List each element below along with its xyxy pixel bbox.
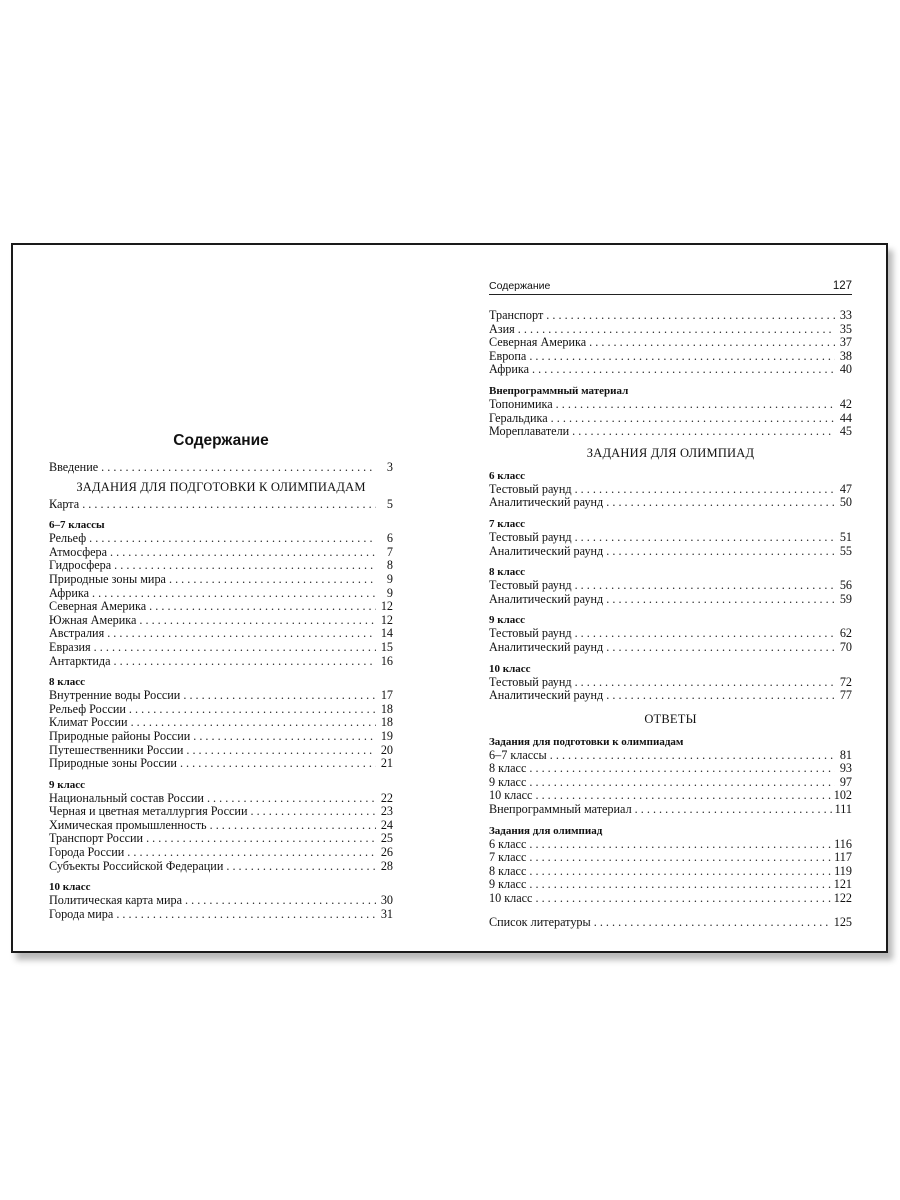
dot-leader <box>529 878 830 892</box>
toc-entry <box>489 749 852 763</box>
dot-leader <box>606 689 835 703</box>
toc-entry <box>489 425 852 439</box>
entry-label: 7 класс <box>489 850 527 865</box>
toc-entry <box>489 916 852 930</box>
dot-leader <box>94 641 376 655</box>
toc-entry <box>49 498 393 512</box>
toc-entry <box>489 350 852 364</box>
entry-page: 72 <box>839 674 852 689</box>
toc-entry <box>49 689 393 703</box>
entry-page: 45 <box>839 424 852 439</box>
entry-page: 35 <box>839 321 852 336</box>
left-page <box>49 431 393 921</box>
dot-leader <box>92 587 376 601</box>
entry-page: 44 <box>839 410 852 425</box>
dot-leader <box>535 892 830 906</box>
entry-page: 18 <box>380 701 393 716</box>
dot-leader <box>89 532 376 546</box>
group-heading: 8 класс <box>49 676 86 689</box>
toc-entry <box>489 412 852 426</box>
toc-group <box>489 384 852 439</box>
entry-page: 21 <box>380 756 393 771</box>
dot-leader <box>82 498 376 512</box>
entry-label: Северная Америка <box>489 335 587 350</box>
toc-entry <box>489 336 852 350</box>
entry-page: 8 <box>386 558 393 573</box>
toc-entry <box>49 716 393 730</box>
toc-entry <box>489 641 852 655</box>
entry-label: Евразия <box>49 639 91 654</box>
dot-leader <box>551 412 835 426</box>
dot-leader <box>575 483 835 497</box>
entry-label: Тестовый раунд <box>489 626 572 641</box>
entry-page: 19 <box>380 728 393 743</box>
dot-leader <box>529 762 835 776</box>
dot-leader <box>606 593 835 607</box>
entry-label: Антарктида <box>49 653 111 668</box>
toc-entry <box>49 792 393 806</box>
dot-leader <box>635 803 832 817</box>
dot-leader <box>556 398 835 412</box>
entry-page: 125 <box>833 914 852 929</box>
entry-label: Список литературы <box>489 914 591 929</box>
dot-leader <box>575 531 835 545</box>
toc-entry <box>49 703 393 717</box>
entry-label: Топонимика <box>489 396 553 411</box>
toc-entry <box>49 587 393 601</box>
entry-label: Транспорт <box>489 308 544 322</box>
entry-page: 6 <box>386 531 393 546</box>
toc-entry <box>489 789 852 803</box>
entry-page: 18 <box>380 715 393 730</box>
entry-page: 22 <box>380 790 393 805</box>
dot-leader <box>589 336 835 350</box>
toc-entry <box>49 805 393 819</box>
dot-leader <box>529 865 831 879</box>
dot-leader <box>550 749 835 763</box>
toc-entry <box>49 846 393 860</box>
group-heading: Задания для подготовки к олимпиадам <box>489 735 684 748</box>
group-heading: 9 класс <box>49 778 86 791</box>
entry-label: Гидросфера <box>49 558 112 573</box>
dot-leader <box>572 425 835 439</box>
entry-page: 9 <box>386 571 393 586</box>
entry-page: 37 <box>839 335 852 350</box>
dot-leader <box>575 627 835 641</box>
entry-label: Аналитический раунд <box>489 591 604 606</box>
dot-leader <box>180 757 376 771</box>
entry-page: 15 <box>380 639 393 654</box>
entry-page: 116 <box>834 836 852 851</box>
group-heading: 6–7 классы <box>49 519 105 532</box>
toc-group <box>489 735 852 817</box>
toc-entry <box>49 730 393 744</box>
entry-label: Природные зоны России <box>49 756 177 771</box>
toc-entry <box>49 744 393 758</box>
toc-entry <box>489 593 852 607</box>
right-page <box>489 278 852 929</box>
running-head <box>489 278 852 295</box>
entry-page: 56 <box>839 578 852 593</box>
group-heading: 9 класс <box>489 614 526 627</box>
entry-page: 33 <box>839 308 852 322</box>
toc-entry <box>489 545 852 559</box>
dot-leader <box>186 744 376 758</box>
entry-label: 6 класс <box>489 836 527 851</box>
entry-page: 77 <box>839 688 852 703</box>
toc-entry <box>489 398 852 412</box>
group-heading: 6 класс <box>489 469 526 482</box>
toc-group <box>489 565 852 606</box>
dot-leader <box>149 600 376 614</box>
entry-label: Тестовый раунд <box>489 529 572 544</box>
toc-entry <box>49 546 393 560</box>
entry-page: 30 <box>380 893 393 908</box>
group-heading: 8 класс <box>489 566 526 579</box>
entry-label: Природные зоны мира <box>49 571 166 586</box>
entry-page: 117 <box>834 850 852 865</box>
toc-entry <box>49 860 393 874</box>
entry-label: Тестовый раунд <box>489 481 572 496</box>
dot-leader <box>529 350 835 364</box>
dot-leader <box>139 614 376 628</box>
toc-entry <box>489 865 852 879</box>
entry-page: 17 <box>380 688 393 703</box>
toc-group <box>489 613 852 654</box>
entry-page: 59 <box>839 591 852 606</box>
entry-page: 24 <box>380 817 393 832</box>
page-number: 127 <box>832 280 852 292</box>
entry-page: 14 <box>380 626 393 641</box>
entry-label: 8 класс <box>489 863 527 878</box>
entry-label: Внутренние воды России <box>49 688 181 703</box>
dot-leader <box>114 559 376 573</box>
entry-label: Африка <box>489 362 529 377</box>
entry-label: Природные районы России <box>49 728 191 743</box>
entry-page: 12 <box>380 612 393 627</box>
dot-leader <box>529 851 831 865</box>
dot-leader <box>250 805 376 819</box>
entry-label: Атмосфера <box>49 544 107 559</box>
toc-entry <box>489 323 852 337</box>
entry-page: 3 <box>386 460 393 474</box>
toc-entry-list <box>489 309 852 377</box>
dot-leader <box>101 461 376 475</box>
entry-page: 111 <box>834 802 852 817</box>
section-heading: ЗАДАНИЯ ДЛЯ ОЛИМПИАД <box>586 445 755 460</box>
entry-page: 51 <box>839 529 852 544</box>
toc-group <box>49 518 393 668</box>
toc-group <box>489 662 852 703</box>
toc-entry <box>489 627 852 641</box>
dot-leader <box>110 546 376 560</box>
entry-label: Путешественники России <box>49 742 184 757</box>
entry-label: Субъекты Российской Федерации <box>49 858 224 873</box>
entry-label: Аналитический раунд <box>489 688 604 703</box>
dot-leader <box>129 703 376 717</box>
entry-label: Тестовый раунд <box>489 578 572 593</box>
entry-page: 62 <box>839 626 852 641</box>
entry-label: Северная Америка <box>49 599 147 614</box>
toc-entry <box>489 363 852 377</box>
dot-leader <box>606 545 835 559</box>
entry-page: 119 <box>834 863 852 878</box>
toc-entry <box>49 627 393 641</box>
dot-leader <box>606 496 835 510</box>
entry-label: Политическая карта мира <box>49 893 182 908</box>
toc-group <box>49 675 393 771</box>
entry-page: 26 <box>380 845 393 860</box>
entry-page: 55 <box>839 543 852 558</box>
entry-label: Города России <box>49 845 125 860</box>
dot-leader <box>210 819 376 833</box>
entry-label: 10 класс <box>489 788 533 803</box>
dot-leader <box>226 860 376 874</box>
toc-entry <box>49 600 393 614</box>
toc-entry <box>49 532 393 546</box>
entry-label: 9 класс <box>489 877 527 892</box>
toc-entry <box>489 878 852 892</box>
entry-label: Австралия <box>49 626 105 641</box>
dot-leader <box>207 792 376 806</box>
section-heading: ЗАДАНИЯ ДЛЯ ПОДГОТОВКИ К ОЛИМПИАДАМ <box>76 479 366 494</box>
dot-leader <box>127 846 376 860</box>
toc-entry <box>489 579 852 593</box>
toc-entry <box>49 573 393 587</box>
toc-entry <box>49 614 393 628</box>
entry-label: Южная Америка <box>49 612 137 627</box>
toc-entry <box>49 641 393 655</box>
entry-page: 102 <box>833 788 852 803</box>
entry-label: Европа <box>489 348 527 363</box>
entry-page: 81 <box>839 747 852 762</box>
entry-page: 38 <box>839 348 852 363</box>
entry-page: 93 <box>839 761 852 776</box>
toc-entry <box>49 908 393 922</box>
dot-leader <box>594 916 831 930</box>
entry-page: 31 <box>380 906 393 921</box>
dot-leader <box>518 323 835 337</box>
toc-entry <box>489 531 852 545</box>
toc-entry <box>489 496 852 510</box>
dot-leader <box>193 730 376 744</box>
entry-page: 23 <box>380 804 393 819</box>
toc-entry <box>49 559 393 573</box>
entry-label: Национальный состав России <box>49 790 204 805</box>
entry-label: Города мира <box>49 906 114 921</box>
toc-entry <box>49 819 393 833</box>
entry-label: Аналитический раунд <box>489 639 604 654</box>
entry-label: Африка <box>49 585 89 600</box>
toc-group <box>489 824 852 906</box>
entry-label: Тестовый раунд <box>489 674 572 689</box>
entry-page: 122 <box>833 891 852 906</box>
entry-page: 5 <box>386 496 393 511</box>
dot-leader <box>114 655 376 669</box>
entry-label: 10 класс <box>489 891 533 906</box>
entry-label: Аналитический раунд <box>489 543 604 558</box>
dot-leader <box>116 908 376 922</box>
toc-entry <box>49 832 393 846</box>
dot-leader <box>183 689 376 703</box>
book-spread <box>11 243 888 953</box>
entry-label: 9 класс <box>489 774 527 789</box>
entry-label: Аналитический раунд <box>489 495 604 510</box>
entry-label: 6–7 классы <box>489 747 547 762</box>
dot-leader <box>575 579 835 593</box>
toc-entry <box>489 838 852 852</box>
dot-leader <box>535 789 830 803</box>
entry-label: Геральдика <box>489 410 548 425</box>
entry-label: Транспорт России <box>49 831 144 846</box>
dot-leader <box>546 309 835 323</box>
entry-page: 25 <box>380 831 393 846</box>
toc-entry <box>49 655 393 669</box>
entry-label: Мореплаватели <box>489 424 570 439</box>
toc-entry <box>49 757 393 771</box>
toc-entry <box>489 483 852 497</box>
entry-label: Черная и цветная металлургия России <box>49 804 248 819</box>
dot-leader <box>146 832 376 846</box>
entry-page: 97 <box>839 774 852 789</box>
dot-leader <box>532 363 835 377</box>
group-heading: 7 класс <box>489 517 526 530</box>
section-heading: ОТВЕТЫ <box>644 711 697 726</box>
entry-label: 8 класс <box>489 761 527 776</box>
group-heading: Внепрограммный материал <box>489 384 629 397</box>
toc-entry <box>489 309 852 323</box>
entry-page: 121 <box>833 877 852 892</box>
entry-label: Рельеф <box>49 531 87 546</box>
toc-group <box>489 469 852 510</box>
dot-leader <box>185 894 376 908</box>
entry-page: 20 <box>380 742 393 757</box>
dot-leader <box>529 838 831 852</box>
running-head-title: Содержание <box>489 280 551 292</box>
toc-group <box>489 517 852 558</box>
entry-page: 7 <box>386 544 393 559</box>
toc-entry <box>489 803 852 817</box>
entry-page: 50 <box>839 495 852 510</box>
dot-leader <box>575 676 835 690</box>
dot-leader <box>529 776 835 790</box>
toc-title: Содержание <box>173 432 269 449</box>
entry-label: Климат России <box>49 715 128 730</box>
entry-page: 70 <box>839 639 852 654</box>
entry-page: 42 <box>839 396 852 411</box>
toc-entry <box>489 776 852 790</box>
entry-label: Внепрограммный материал <box>489 802 632 817</box>
toc-entry <box>49 894 393 908</box>
toc-entry <box>489 676 852 690</box>
entry-page: 47 <box>839 481 852 496</box>
entry-label: Карта <box>49 496 80 511</box>
toc-group <box>49 880 393 921</box>
entry-label: Введение <box>49 460 99 474</box>
toc-group <box>49 778 393 874</box>
entry-page: 28 <box>380 858 393 873</box>
dot-leader <box>606 641 835 655</box>
toc-entry <box>489 851 852 865</box>
group-heading: 10 класс <box>489 662 531 675</box>
group-heading: Задания для олимпиад <box>489 824 603 837</box>
toc-entry <box>489 762 852 776</box>
entry-page: 12 <box>380 599 393 614</box>
dot-leader <box>107 627 376 641</box>
entry-label: Рельеф России <box>49 701 126 716</box>
toc-entry <box>49 461 393 475</box>
entry-label: Азия <box>489 321 515 336</box>
entry-label: Химическая промышленность <box>49 817 207 832</box>
dot-leader <box>169 573 376 587</box>
toc-entry <box>489 689 852 703</box>
entry-page: 9 <box>386 585 393 600</box>
group-heading: 10 класс <box>49 881 91 894</box>
entry-page: 40 <box>839 362 852 377</box>
toc-entry <box>489 892 852 906</box>
entry-page: 16 <box>380 653 393 668</box>
dot-leader <box>131 716 376 730</box>
